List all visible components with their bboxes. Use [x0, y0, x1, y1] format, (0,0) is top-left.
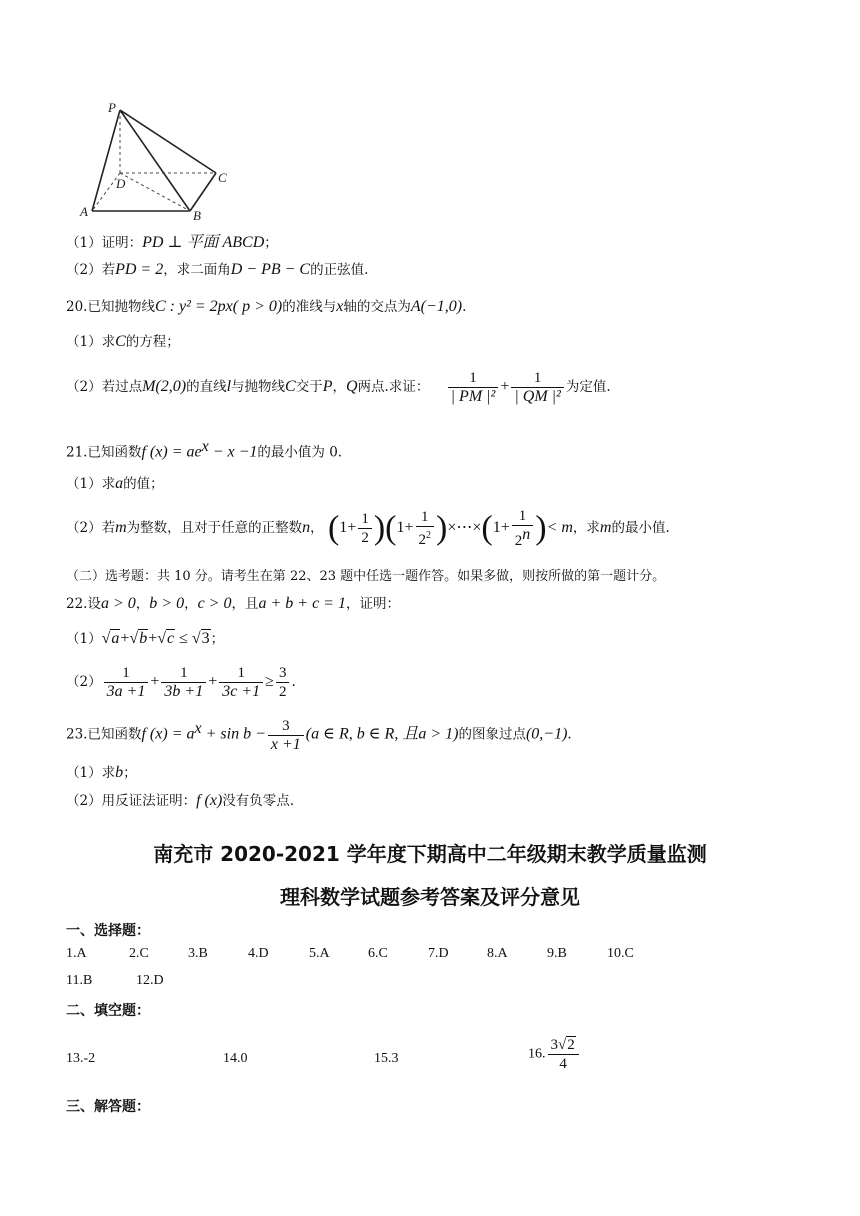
q21-stem: 21.已知函数f $(x) = ae^x - x -1$的最小值为 0. [66, 438, 343, 461]
choice-answer: 1.A [66, 946, 87, 961]
fill-13: 13.-2 [66, 1051, 96, 1066]
q23-part2: （2）用反证法证明：f (x)没有负零点. [66, 792, 295, 809]
q23-part1: （1）求b； [66, 764, 137, 781]
choice-answer: 2.C [129, 946, 149, 961]
label-d: D [116, 176, 126, 191]
pyramid-figure [76, 98, 236, 223]
choice-answer: 6.C [368, 946, 388, 961]
choice-answer: 8.A [487, 946, 508, 961]
choice-answer: 5.A [309, 946, 330, 961]
q21-part1: （1）求a的值； [66, 475, 164, 492]
choice-answer: 3.B [188, 946, 208, 961]
q19-part1: （1）证明：PD ⊥ 平面 ABCD； [66, 234, 278, 251]
choice-answer: 12.D [136, 973, 164, 988]
section-choice: 一、选择题： [66, 923, 150, 939]
q22-stem: 22.设a > 0，b > 0，c > 0，且a + b + c = 1，证明： [66, 595, 400, 612]
choice-answer: 11.B [66, 973, 93, 988]
section-fill: 二、填空题： [66, 1003, 150, 1019]
q22-part2: （2） $\frac{1}{3a +1}$ + $\frac{1}{3b +1}$ + $\frac{1}{3c +1}$ ≥ $\frac{3}{2}$ . [66, 665, 296, 700]
fill-16: 16. $\frac{3√2}{4}$ [528, 1036, 581, 1073]
q19-part2: （2）若PD = 2，求二面角D − PB − C的正弦值. [66, 261, 369, 278]
q22-part1: （1）√a+√b+√c ≤ √3； [66, 630, 225, 647]
fill-15: 15.3 [374, 1051, 399, 1066]
label-p: P [108, 100, 116, 115]
q20-part1: （1）求C的方程； [66, 333, 180, 350]
answer-title-2: 理科数学试题参考答案及评分意见 [280, 885, 580, 909]
fill-14: 14.0 [223, 1051, 248, 1066]
q20-part2: （2）若过点M(2,0)的直线l与抛物线C交于P，Q两点.求证： $\frac{1}{\text{| PM |²}}$ + $\frac{1}{\text{| QM |²}}$ 为定值. [66, 370, 611, 405]
choice-answer: 7.D [428, 946, 449, 961]
q23-stem: 23.已知函数f $(x) = a^x + \sin b$ − $\frac{3}{x +1}$ (a ∈ R, b ∈ R, 且a > 1)的图象过点(0,−1). [66, 717, 572, 753]
choice-answer: 10.C [607, 946, 634, 961]
section-optional: （二）选考题：共 10 分。请考生在第 22、23 题中任选一题作答。如果多做，则按所做的第一题计分。 [66, 569, 666, 584]
choice-answer: 9.B [547, 946, 567, 961]
label-b: B [193, 208, 201, 223]
answer-title-1: 南充市 2020-2021 学年度下期高中二年级期末教学质量监测 [153, 842, 707, 866]
q21-part2: （2）若m为整数，且对于任意的正整数n， (1+ $\frac{1}{2}$ )(1+ $\frac{1}{2^2}$ )×⋯×(1+ $\frac{1}{2^n}$ )< m，求m的最小值. [66, 508, 670, 549]
section-solve: 三、解答题： [66, 1099, 150, 1115]
label-a: A [80, 204, 88, 219]
label-c: C [218, 170, 227, 185]
choice-answer: 4.D [248, 946, 269, 961]
q20-stem: 20.已知抛物线C : y² = 2px( p > 0)的准线与x轴的交点为A(−1,0). [66, 298, 467, 315]
